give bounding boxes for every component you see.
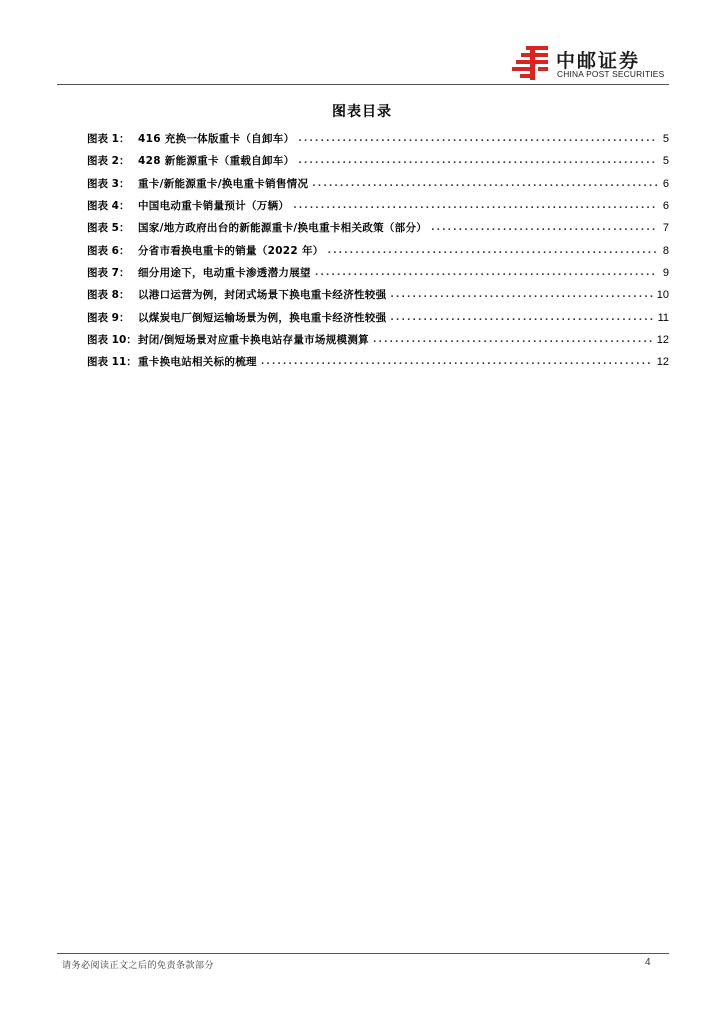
toc-entry-title: 重卡换电站相关标的梳理 <box>138 356 257 369</box>
toc-leader-dots <box>298 128 657 150</box>
page-number: 4 <box>645 957 651 968</box>
toc-entry-label: 图表 4： <box>87 200 130 213</box>
toc-entry-page: 12 <box>656 356 669 369</box>
toc-entry-title: 428 新能源重卡（重载自卸车） <box>138 155 295 168</box>
toc-entry-label: 图表 8： <box>87 289 130 302</box>
toc-entry-title: 重卡/新能源重卡/换电重卡销售情况 <box>138 177 309 190</box>
toc-entry-9[interactable] <box>87 306 669 328</box>
brand-name-en: CHINA POST SECURITIES <box>557 69 665 79</box>
brand-name-cn: 中邮证券 <box>556 50 641 72</box>
toc-entry-label: 图表 7： <box>87 266 130 279</box>
footer-divider <box>57 953 669 954</box>
toc-entry-label: 图表 5： <box>87 222 130 235</box>
toc-leader-dots <box>390 284 652 306</box>
toc-entry-title: 封闭/倒短场景对应重卡换电站存量市场规模测算 <box>138 333 369 346</box>
toc-entry-page: 8 <box>662 244 669 257</box>
toc-entry-10[interactable] <box>87 329 669 351</box>
toc-entry-page: 9 <box>662 266 669 279</box>
toc-entry-11[interactable] <box>87 351 669 373</box>
toc-entry-label: 图表 6： <box>87 244 130 257</box>
footer-disclaimer: 请务必阅读正文之后的免责条款部分 <box>62 961 215 971</box>
toc-entry-title: 国家/地方政府出台的新能源重卡/换电重卡相关政策（部分） <box>138 222 428 235</box>
toc-entry-label: 图表 10： <box>87 333 137 346</box>
toc-entry-label: 图表 11： <box>87 356 137 369</box>
toc-entry-6[interactable] <box>87 239 669 261</box>
toc-entry-2[interactable] <box>87 150 669 172</box>
toc-entry-5[interactable] <box>87 217 669 239</box>
toc-entry-label: 图表 3： <box>87 177 130 190</box>
toc-entry-title: 以港口运营为例，封闭式场景下换电重卡经济性较强 <box>138 289 387 302</box>
toc-leader-dots <box>298 150 657 172</box>
toc-entry-4[interactable] <box>87 195 669 217</box>
toc-entry-title: 中国电动重卡销量预计（万辆） <box>138 200 290 213</box>
toc-entry-3[interactable] <box>87 173 669 195</box>
toc-leader-dots <box>431 217 657 239</box>
toc-leader-dots <box>390 307 653 329</box>
toc-entry-7[interactable] <box>87 262 669 284</box>
toc-entry-8[interactable] <box>87 284 669 306</box>
toc-entry-label: 图表 1： <box>87 133 130 146</box>
toc-entry-label: 图表 2： <box>87 155 130 168</box>
toc-entry-page: 5 <box>662 155 669 168</box>
toc-leader-dots <box>261 351 653 373</box>
toc-entry-title: 分省市看换电重卡的销量（2022 年） <box>138 244 324 257</box>
china-post-logo-icon <box>512 44 552 82</box>
toc-entry-page: 11 <box>657 311 669 324</box>
toc-leader-dots <box>315 262 657 284</box>
toc-leader-dots <box>328 240 657 262</box>
toc-leader-dots <box>373 329 653 351</box>
toc-entry-title: 细分用途下，电动重卡渗透潜力展望 <box>138 266 311 279</box>
toc-entry-1[interactable] <box>87 128 669 150</box>
figure-table-of-contents <box>87 128 669 373</box>
toc-entry-page: 6 <box>662 200 669 213</box>
toc-entry-page: 10 <box>656 289 669 302</box>
toc-entry-page: 6 <box>662 177 669 190</box>
toc-leader-dots <box>293 195 657 217</box>
toc-title: 图表目录 <box>332 104 392 120</box>
toc-leader-dots <box>312 173 657 195</box>
toc-entry-page: 5 <box>662 133 669 146</box>
toc-entry-page: 7 <box>662 222 669 235</box>
brand-logo <box>512 44 670 84</box>
toc-entry-title: 416 充换一体版重卡（自卸车） <box>138 133 295 146</box>
toc-entry-page: 12 <box>656 333 669 346</box>
header-divider <box>57 84 669 85</box>
toc-entry-label: 图表 9： <box>87 311 130 324</box>
toc-entry-title: 以煤炭电厂倒短运输场景为例，换电重卡经济性较强 <box>138 311 387 324</box>
